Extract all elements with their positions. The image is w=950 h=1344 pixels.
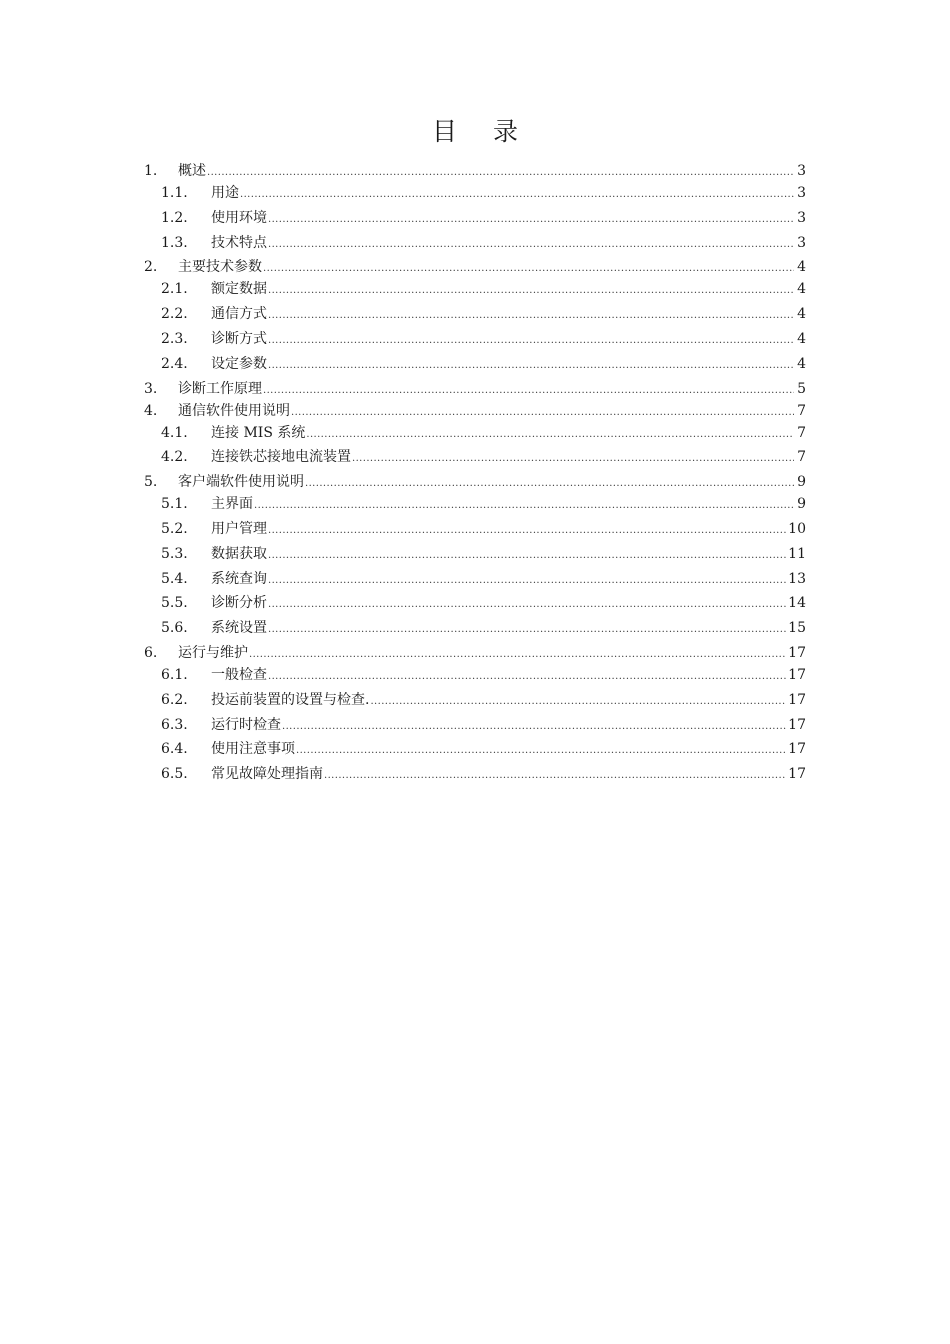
toc-entry-number: 1.1. <box>161 185 188 201</box>
toc-entry-page: 7 <box>797 424 806 441</box>
toc-dot-leader <box>268 240 794 250</box>
toc-dot-leader <box>268 526 786 536</box>
toc-dot-leader <box>268 600 786 610</box>
toc-dot-leader <box>249 650 786 660</box>
toc-entry-label: 连接铁芯接地电流装置 <box>211 449 351 466</box>
toc-entry[interactable] <box>144 282 806 307</box>
toc-entry[interactable] <box>144 767 806 792</box>
toc-entry-number: 5.5. <box>161 595 188 612</box>
toc-entry[interactable] <box>144 260 806 282</box>
toc-entry-number: 2.1. <box>161 281 188 298</box>
toc-entry[interactable] <box>144 404 806 426</box>
toc-entry-page: 17 <box>788 644 806 661</box>
toc-entry-label: 诊断分析 <box>211 595 267 612</box>
toc-entry-number: 6.5. <box>161 766 188 783</box>
toc-entry-number: 4.1. <box>161 424 188 441</box>
toc-entry[interactable] <box>144 646 806 668</box>
toc-dot-leader <box>268 336 794 346</box>
table-of-contents <box>144 164 806 792</box>
toc-entry-page: 7 <box>797 449 806 466</box>
toc-entry[interactable] <box>144 307 806 332</box>
toc-dot-leader <box>296 746 786 756</box>
toc-entry[interactable] <box>144 382 806 404</box>
toc-entry[interactable] <box>144 497 806 522</box>
toc-entry-number: 6.1. <box>161 666 188 683</box>
toc-entry-page: 4 <box>797 306 806 323</box>
toc-entry-number: 2.2. <box>161 306 188 323</box>
toc-entry-page: 4 <box>797 330 806 347</box>
toc-dot-leader <box>207 168 794 178</box>
toc-entry-page: 3 <box>797 234 806 251</box>
toc-entry-page: 13 <box>788 570 806 587</box>
toc-entry-label: 投运前装置的设置与检查. <box>211 691 370 708</box>
toc-entry-number: 5.1. <box>161 496 188 513</box>
toc-dot-leader <box>306 430 794 440</box>
toc-entry-number: 2. <box>144 259 158 276</box>
toc-dot-leader <box>352 454 794 464</box>
toc-entry-label: 运行时检查 <box>211 716 281 733</box>
toc-entry-page: 4 <box>797 281 806 298</box>
toc-entry-label: 数据获取 <box>211 545 267 562</box>
toc-entry-number: 1. <box>144 163 158 179</box>
toc-dot-leader <box>268 311 794 321</box>
toc-entry-number: 5. <box>144 474 158 491</box>
toc-entry-number: 5.3. <box>161 545 188 562</box>
toc-title: 目 录 <box>432 117 532 146</box>
toc-entry-page: 17 <box>788 766 806 783</box>
toc-entry-label: 常见故障处理指南 <box>211 766 323 783</box>
toc-dot-leader <box>268 672 786 682</box>
toc-dot-leader <box>268 551 786 561</box>
toc-entry-page: 9 <box>797 474 806 491</box>
toc-dot-leader <box>268 361 794 371</box>
toc-dot-leader <box>263 386 794 396</box>
toc-entry-number: 6.4. <box>161 741 188 758</box>
toc-dot-leader <box>324 771 786 781</box>
toc-entry-page: 4 <box>797 355 806 372</box>
toc-entry[interactable] <box>144 211 806 236</box>
toc-entry-label: 主界面 <box>211 496 253 513</box>
toc-entry-number: 1.2. <box>161 209 188 226</box>
toc-entry-number: 5.6. <box>161 620 188 637</box>
toc-entry-page: 5 <box>797 380 806 397</box>
toc-entry-label: 客户端软件使用说明 <box>178 474 304 491</box>
toc-entry-page: 3 <box>797 163 806 179</box>
toc-entry-number: 2.4. <box>161 355 188 372</box>
toc-entry-label: 一般检查 <box>211 666 267 683</box>
toc-entry-number: 2.3. <box>161 330 188 347</box>
toc-dot-leader <box>254 501 794 511</box>
toc-entry-page: 4 <box>797 259 806 276</box>
toc-entry[interactable] <box>144 718 806 743</box>
toc-dot-leader <box>263 264 794 274</box>
toc-entry-label: 用户管理 <box>211 520 267 537</box>
toc-entry[interactable] <box>144 547 806 572</box>
toc-entry-label: 运行与维护 <box>178 644 248 661</box>
toc-entry-number: 6.2. <box>161 691 188 708</box>
toc-entry-label: 系统设置 <box>211 620 267 637</box>
toc-entry-label: 系统查询 <box>211 570 267 587</box>
toc-entry[interactable] <box>144 357 806 382</box>
toc-entry-number: 6. <box>144 644 158 661</box>
toc-entry-label: 使用注意事项 <box>211 741 295 758</box>
toc-entry[interactable] <box>144 621 806 646</box>
toc-entry-label: 概述 <box>178 163 206 179</box>
toc-entry-number: 5.2. <box>161 520 188 537</box>
toc-entry[interactable] <box>144 236 806 261</box>
toc-entry[interactable] <box>144 450 806 475</box>
toc-entry-label: 主要技术参数 <box>178 259 262 276</box>
toc-entry[interactable] <box>144 596 806 621</box>
toc-entry-page: 10 <box>788 520 806 537</box>
toc-entry-number: 3. <box>144 380 158 397</box>
toc-entry-page: 3 <box>797 185 806 201</box>
toc-entry-label: 技术特点 <box>211 234 267 251</box>
toc-entry[interactable] <box>144 332 806 357</box>
toc-entry[interactable] <box>144 186 806 211</box>
toc-entry[interactable] <box>144 668 806 693</box>
toc-dot-leader <box>268 286 794 296</box>
toc-entry-page: 17 <box>788 741 806 758</box>
toc-entry-page: 14 <box>788 595 806 612</box>
toc-entry[interactable] <box>144 522 806 547</box>
toc-entry[interactable] <box>144 572 806 597</box>
toc-entry-page: 9 <box>797 496 806 513</box>
toc-dot-leader <box>240 190 794 200</box>
toc-entry-page: 17 <box>788 666 806 683</box>
toc-entry-label: 连接 MIS 系统 <box>211 424 306 441</box>
toc-dot-leader <box>305 479 794 489</box>
toc-dot-leader <box>268 576 786 586</box>
toc-entry-label: 设定参数 <box>211 355 267 372</box>
toc-entry-number: 6.3. <box>161 716 188 733</box>
toc-entry-label: 用途 <box>211 185 239 201</box>
toc-entry-number: 5.4. <box>161 570 188 587</box>
toc-entry[interactable] <box>144 693 806 718</box>
toc-entry-page: 17 <box>788 716 806 733</box>
toc-entry-label: 额定数据 <box>211 281 267 298</box>
toc-entry-label: 通信方式 <box>211 306 267 323</box>
toc-entry-label: 诊断工作原理 <box>178 380 262 397</box>
toc-entry-page: 11 <box>788 545 806 562</box>
toc-entry-page: 15 <box>788 620 806 637</box>
toc-entry-label: 使用环境 <box>211 209 267 226</box>
toc-entry-number: 4. <box>144 402 158 419</box>
toc-dot-leader <box>291 408 794 418</box>
toc-entry-number: 4.2. <box>161 449 188 466</box>
toc-entry-label: 通信软件使用说明 <box>178 402 290 419</box>
toc-entry-page: 17 <box>788 691 806 708</box>
toc-dot-leader <box>370 697 786 707</box>
toc-dot-leader <box>268 215 794 225</box>
toc-entry[interactable] <box>144 164 806 186</box>
toc-dot-leader <box>268 625 786 635</box>
toc-entry-label: 诊断方式 <box>211 330 267 347</box>
toc-entry[interactable] <box>144 475 806 497</box>
toc-entry[interactable] <box>144 742 806 767</box>
toc-entry-number: 1.3. <box>161 234 188 251</box>
toc-entry-page: 3 <box>797 209 806 226</box>
toc-entry[interactable] <box>144 426 806 451</box>
toc-entry-page: 7 <box>797 402 806 419</box>
toc-dot-leader <box>282 722 786 732</box>
